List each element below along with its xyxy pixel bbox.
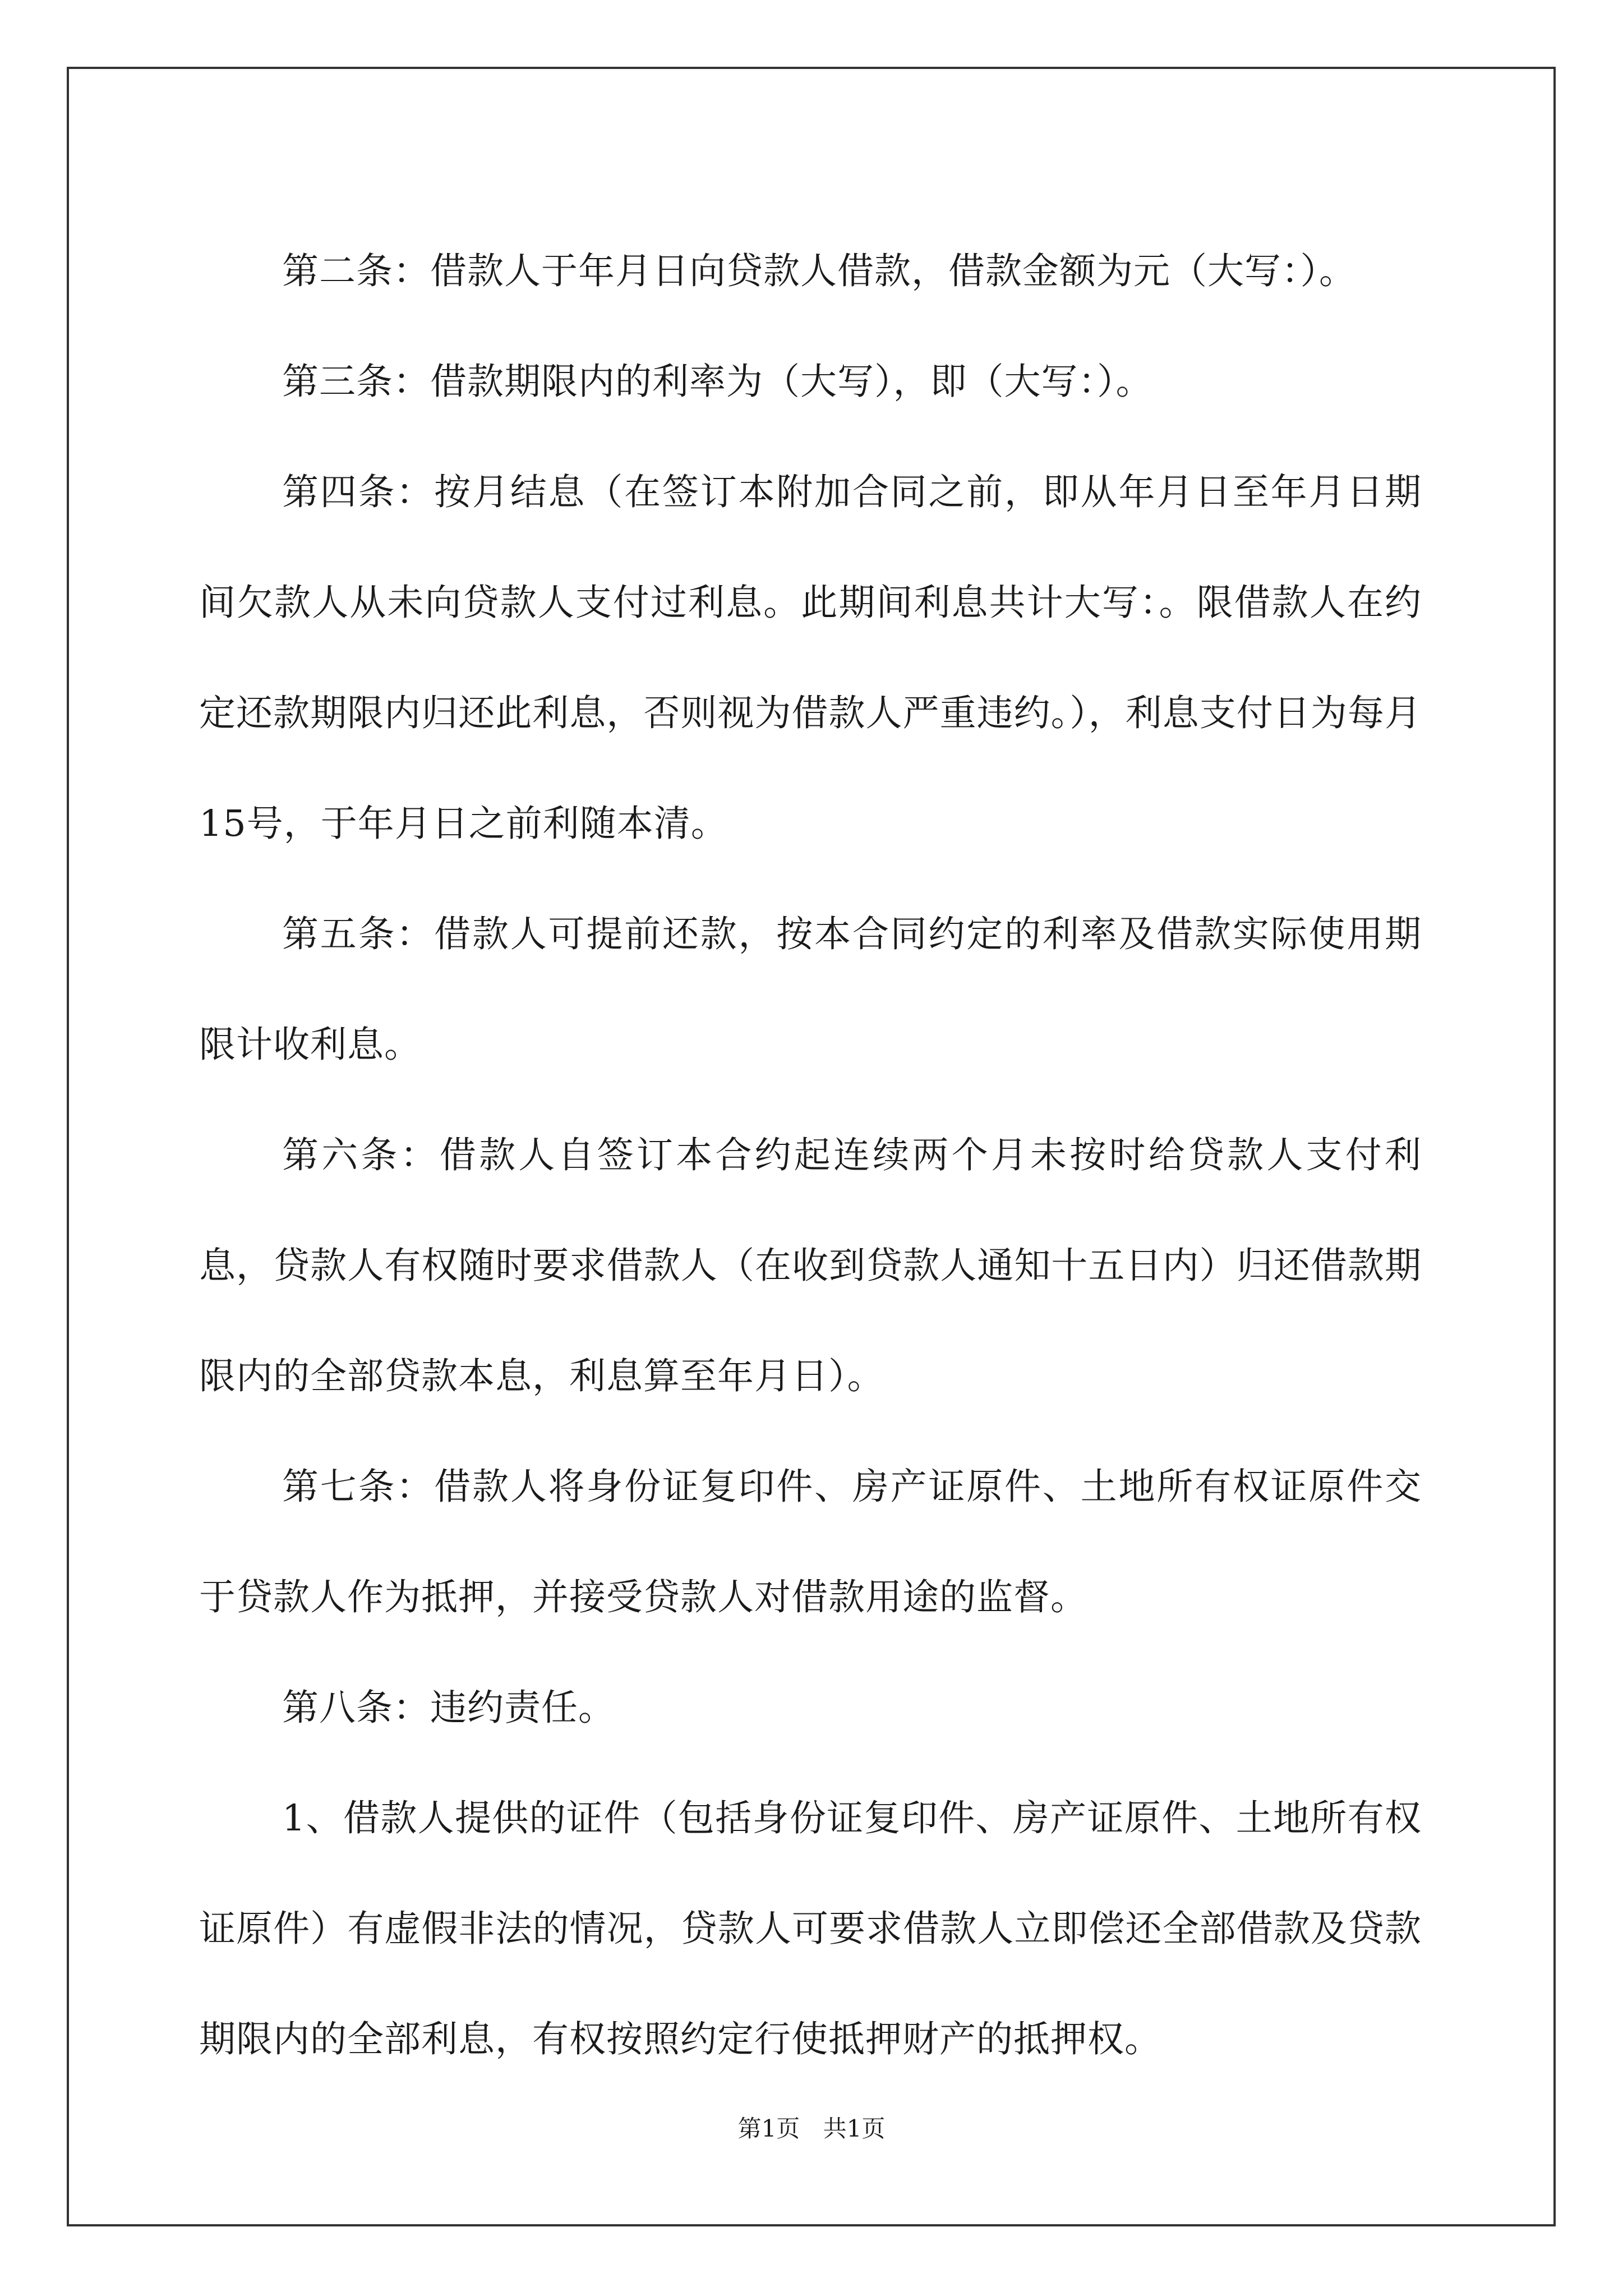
- document-body: [199, 216, 1422, 2095]
- clause-6: 第六条：借款人自签订本合约起连续两个月未按时给贷款人支付利息，贷款人有权随时要求借款人（在收到贷款人通知十五日内）归还借款期限内的全部贷款本息，利息算至年月日）。: [199, 1134, 1422, 1397]
- clause-2: 第二条：借款人于年月日向贷款人借款，借款金额为元（大写：）。: [282, 250, 1357, 292]
- page-number: 第1页: [737, 2115, 800, 2142]
- clause-7: 第七条：借款人将身份证复印件、房产证原件、土地所有权证原件交于贷款人作为抵押，并接受贷款人对借款用途的监督。: [199, 1466, 1422, 1618]
- clause-3: 第三条：借款期限内的利率为（大写），即（大写：）。: [282, 361, 1153, 403]
- clause-4: 第四条：按月结息（在签订本附加合同之前，即从年月日至年月日期间欠款人从未向贷款人支付过利息。此期间利息共计大写：。限借款人在约定还款期限内归还此利息，否则视为借款人严重违约。），利息支付日为每月15号，于年月日之前利随本清。: [199, 471, 1422, 845]
- clause-8: 第八条：违约责任。: [282, 1687, 616, 1729]
- page-footer: [0, 2112, 1623, 2146]
- page-total: 共1页: [823, 2115, 886, 2142]
- clause-8-item-1: 1、借款人提供的证件（包括身份证复印件、房产证原件、土地所有权证原件）有虚假非法的情况，贷款人可要求借款人立即偿还全部借款及贷款期限内的全部利息，有权按照约定行使抵押财产的抵押权。: [199, 1797, 1422, 2060]
- clause-5: 第五条：借款人可提前还款，按本合同约定的利率及借款实际使用期限计收利息。: [199, 913, 1422, 1066]
